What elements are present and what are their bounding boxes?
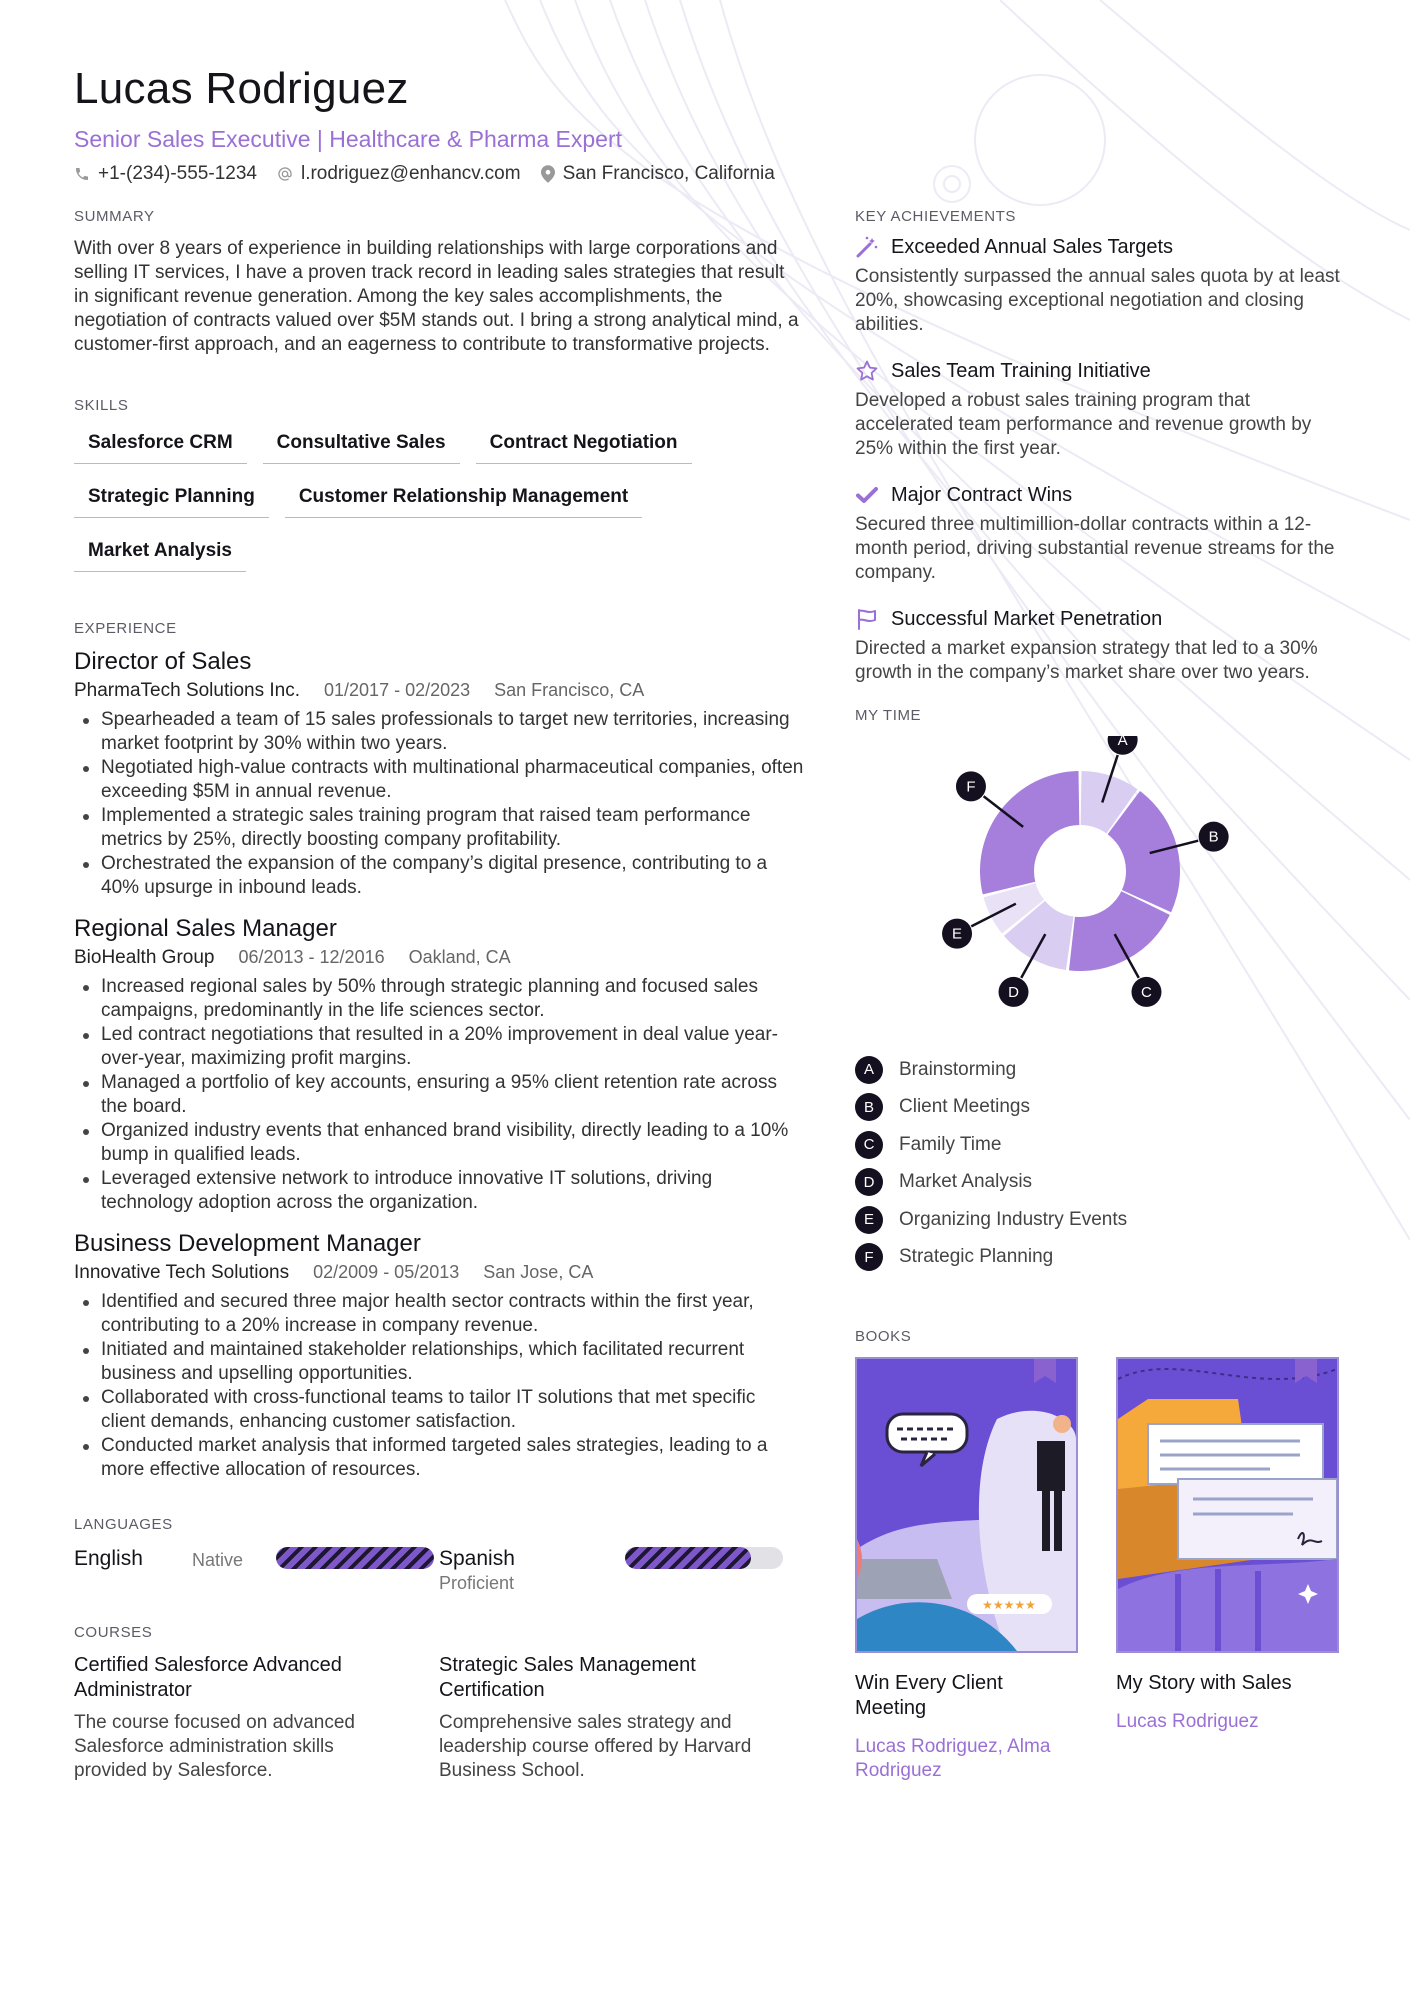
skill-tag: Customer Relationship Management	[285, 486, 642, 518]
experience-heading: EXPERIENCE	[74, 620, 177, 637]
achievement-desc: Developed a robust sales training program that accelerated team performance and revenue growth by 25% within the first year.	[855, 390, 1312, 459]
course-desc: Comprehensive sales strategy and leadership course offered by Harvard Business School.	[439, 1712, 752, 1781]
job-bullet: Organized industry events that enhanced brand visibility, directly leading to a 10% bump in qualified leads.	[74, 1119, 804, 1167]
legend-item	[855, 1239, 1345, 1277]
language-item	[439, 1547, 804, 1594]
summary-heading: SUMMARY	[74, 208, 155, 225]
legend-key: B	[855, 1093, 883, 1121]
book-item[interactable]	[1116, 1357, 1339, 1783]
languages-section	[74, 1516, 804, 1594]
my-time-heading: MY TIME	[855, 707, 922, 724]
courses-list	[74, 1653, 804, 1783]
contact-row	[74, 163, 1274, 185]
course-title: Certified Salesforce Advanced Administrator	[74, 1654, 342, 1701]
experience-section	[74, 620, 804, 1482]
book-cover-illustration	[857, 1359, 1076, 1651]
language-name-wrap	[74, 1547, 192, 1571]
course-title: Strategic Sales Management Certification	[439, 1654, 696, 1701]
legend-label: Client Meetings	[899, 1096, 1030, 1118]
job-meta	[74, 677, 804, 704]
my-time-section	[855, 707, 1345, 1276]
book-cover-image[interactable]	[1116, 1357, 1339, 1653]
contact-phone[interactable]	[74, 163, 257, 185]
job-bullet: Implemented a strategic sales training program that raised team performance metrics by 25%, directly boosting company profitability.	[74, 804, 804, 852]
legend-item	[855, 1164, 1345, 1202]
books-section	[855, 1328, 1345, 1783]
job-bullet: Spearheaded a team of 15 sales professionals to target new territories, increasing market footprint by 30% within two years.	[74, 708, 804, 756]
legend-item	[855, 1201, 1345, 1239]
job-bullets	[74, 1290, 804, 1482]
donut-callout-label: E	[952, 925, 963, 943]
language-level: Native	[192, 1550, 244, 1570]
book-cover-image[interactable]	[855, 1357, 1078, 1653]
languages-heading: LANGUAGES	[74, 1516, 173, 1533]
my-time-legend	[855, 1051, 1345, 1276]
donut-callout-label: A	[1117, 736, 1128, 749]
legend-label: Market Analysis	[899, 1171, 1033, 1193]
courses-heading: COURSES	[74, 1624, 153, 1641]
my-time-donut-chart	[855, 736, 1345, 1036]
achievement-head	[855, 235, 1345, 259]
job-title: Business Development Manager	[74, 1230, 421, 1257]
job-meta	[74, 1259, 804, 1286]
achievement-item	[855, 359, 1345, 461]
achievement-desc: Secured three multimillion-dollar contracts within a 12-month period, driving substantial revenue streams for the company.	[855, 514, 1335, 583]
legend-label: Organizing Industry Events	[899, 1208, 1128, 1230]
achievement-head	[855, 483, 1345, 507]
achievement-head	[855, 359, 1345, 383]
job-entry	[74, 914, 804, 1215]
language-proficiency-bar	[625, 1547, 783, 1569]
summary-section	[74, 208, 804, 357]
achievement-title: Exceeded Annual Sales Targets	[891, 235, 1174, 258]
book-item[interactable]	[855, 1357, 1078, 1783]
job-bullet: Identified and secured three major health sector contracts within the first year, contributing to a 20% increase in company revenue.	[74, 1290, 804, 1338]
skill-tag: Strategic Planning	[74, 486, 269, 518]
language-proficiency-bar	[276, 1547, 434, 1569]
job-company: Innovative Tech Solutions	[74, 1262, 290, 1283]
job-bullet: Orchestrated the expansion of the company’s digital presence, contributing to a 40% upsurge in inbound leads.	[74, 852, 804, 900]
check-icon	[855, 483, 879, 507]
job-bullet: Negotiated high-value contracts with multinational pharmaceutical companies, often exceeding $5M in annual revenue.	[74, 756, 804, 804]
legend-key: A	[855, 1056, 883, 1084]
job-entry	[74, 647, 804, 900]
bookmark-icon	[1034, 1357, 1056, 1383]
language-proficiency-fill	[276, 1547, 434, 1569]
legend-key: F	[855, 1243, 883, 1271]
job-entry	[74, 1229, 804, 1482]
job-title: Regional Sales Manager	[74, 915, 337, 942]
job-bullet: Collaborated with cross-functional teams to tailor IT solutions that met specific client demands, enhancing customer satisfaction.	[74, 1386, 804, 1434]
candidate-name: Lucas Rodriguez	[74, 64, 409, 113]
phone-text: +1-(234)-555-1234	[98, 163, 257, 184]
job-bullets	[74, 975, 804, 1215]
location-pin-icon	[541, 165, 555, 183]
legend-key: E	[855, 1206, 883, 1234]
job-bullets	[74, 708, 804, 900]
course-item	[439, 1653, 804, 1783]
book-title: Win Every Client Meeting	[855, 1672, 1003, 1719]
skills-heading: SKILLS	[74, 397, 129, 414]
job-bullet: Conducted market analysis that informed targeted sales strategies, leading to a more effective allocation of resources.	[74, 1434, 804, 1482]
skill-tag: Salesforce CRM	[74, 432, 247, 464]
job-bullet: Initiated and maintained stakeholder relationships, which facilitated recurrent business and upselling opportunities.	[74, 1338, 804, 1386]
job-location: San Jose, CA	[483, 1262, 594, 1282]
achievements-heading: KEY ACHIEVEMENTS	[855, 208, 1017, 225]
contact-location	[541, 163, 775, 185]
at-icon	[277, 166, 293, 182]
book-cover-illustration	[1118, 1359, 1337, 1651]
legend-label: Family Time	[899, 1133, 1002, 1155]
language-level-wrap	[192, 1547, 276, 1571]
job-bullet: Increased regional sales by 50% through strategic planning and focused sales campaigns, predominantly in the life sciences sector.	[74, 975, 804, 1023]
language-name-wrap	[439, 1547, 625, 1594]
left-column	[74, 208, 804, 1783]
job-bullet: Leveraged extensive network to introduce innovative IT solutions, driving technology adoption across the organization.	[74, 1167, 804, 1215]
achievement-title: Major Contract Wins	[891, 483, 1073, 506]
book-author: Lucas Rodriguez, Alma Rodriguez	[855, 1736, 1051, 1781]
legend-item	[855, 1126, 1345, 1164]
achievement-head	[855, 607, 1345, 631]
donut-slice-f	[980, 771, 1079, 894]
legend-key: D	[855, 1168, 883, 1196]
achievements-section	[855, 208, 1345, 685]
donut-callout-label: B	[1208, 828, 1219, 846]
job-location: San Francisco, CA	[494, 680, 645, 700]
skill-tag: Consultative Sales	[263, 432, 460, 464]
achievement-desc: Directed a market expansion strategy that led to a 30% growth in the company’s market share over two years.	[855, 638, 1318, 683]
language-proficiency-fill	[625, 1547, 751, 1569]
skills-section	[74, 397, 804, 594]
legend-label: Brainstorming	[899, 1058, 1017, 1080]
resume-header	[74, 64, 1274, 185]
legend-label: Strategic Planning	[899, 1246, 1054, 1268]
job-location: Oakland, CA	[408, 947, 511, 967]
phone-icon	[74, 166, 90, 182]
language-item	[74, 1547, 439, 1594]
job-company: BioHealth Group	[74, 947, 215, 968]
skills-list	[74, 432, 804, 594]
language-name: Spanish	[439, 1547, 515, 1570]
location-text: San Francisco, California	[562, 163, 775, 184]
language-name: English	[74, 1547, 143, 1570]
job-bullet: Managed a portfolio of key accounts, ensuring a 95% client retention rate across the board.	[74, 1071, 804, 1119]
achievement-item	[855, 607, 1345, 685]
donut-callout-label: F	[966, 778, 976, 796]
languages-list	[74, 1547, 804, 1594]
email-text: l.rodriguez@enhancv.com	[300, 163, 521, 184]
achievement-item	[855, 235, 1345, 337]
magic-wand-icon	[855, 235, 879, 259]
courses-section	[74, 1624, 804, 1783]
flag-icon	[855, 607, 879, 631]
legend-item	[855, 1089, 1345, 1127]
book-author: Lucas Rodriguez	[1116, 1711, 1259, 1732]
job-dates: 06/2013 - 12/2016	[238, 947, 385, 967]
books-list	[855, 1357, 1345, 1783]
skill-tag: Contract Negotiation	[476, 432, 692, 464]
course-item	[74, 1653, 439, 1783]
svg-text:★★★★★: ★★★★★	[982, 1598, 1036, 1612]
star-icon	[855, 359, 879, 383]
job-bullet: Led contract negotiations that resulted in a 20% improvement in deal value year-over-year, maximizing profit margins.	[74, 1023, 804, 1071]
bookmark-icon	[1295, 1357, 1317, 1383]
right-column	[855, 208, 1345, 1783]
books-heading: BOOKS	[855, 1328, 912, 1345]
skill-tag: Market Analysis	[74, 540, 246, 572]
job-title: Director of Sales	[74, 648, 252, 675]
donut-callout-label: D	[1008, 983, 1019, 1001]
achievement-desc: Consistently surpassed the annual sales quota by at least 20%, showcasing exceptional negotiation and closing abilities.	[855, 266, 1340, 335]
course-desc: The course focused on advanced Salesforce administration skills provided by Salesforce.	[74, 1712, 355, 1781]
achievement-title: Successful Market Penetration	[891, 607, 1163, 630]
legend-item	[855, 1051, 1345, 1089]
candidate-title: Senior Sales Executive | Healthcare & Pharma Expert	[74, 126, 623, 152]
job-company: PharmaTech Solutions Inc.	[74, 680, 301, 701]
legend-key: C	[855, 1131, 883, 1159]
contact-email[interactable]	[277, 163, 521, 185]
summary-text: With over 8 years of experience in building relationships with large corporations and selling IT services, I have a proven track record in leading sales strategies that result in significant revenue generation. Among the key sales accomplishments, the negotiation of contracts valued over $5M stands out. I bring a strong analytical mind, a customer-first approach, and an eagerness to contribute to transformative projects.	[74, 238, 799, 355]
donut-callout-label: C	[1141, 983, 1152, 1001]
achievement-title: Sales Team Training Initiative	[891, 359, 1151, 382]
job-dates: 01/2017 - 02/2023	[324, 680, 471, 700]
job-meta	[74, 944, 804, 971]
book-title: My Story with Sales	[1116, 1672, 1292, 1694]
job-dates: 02/2009 - 05/2013	[313, 1262, 460, 1282]
language-level: Proficient	[439, 1573, 515, 1593]
achievement-item	[855, 483, 1345, 585]
